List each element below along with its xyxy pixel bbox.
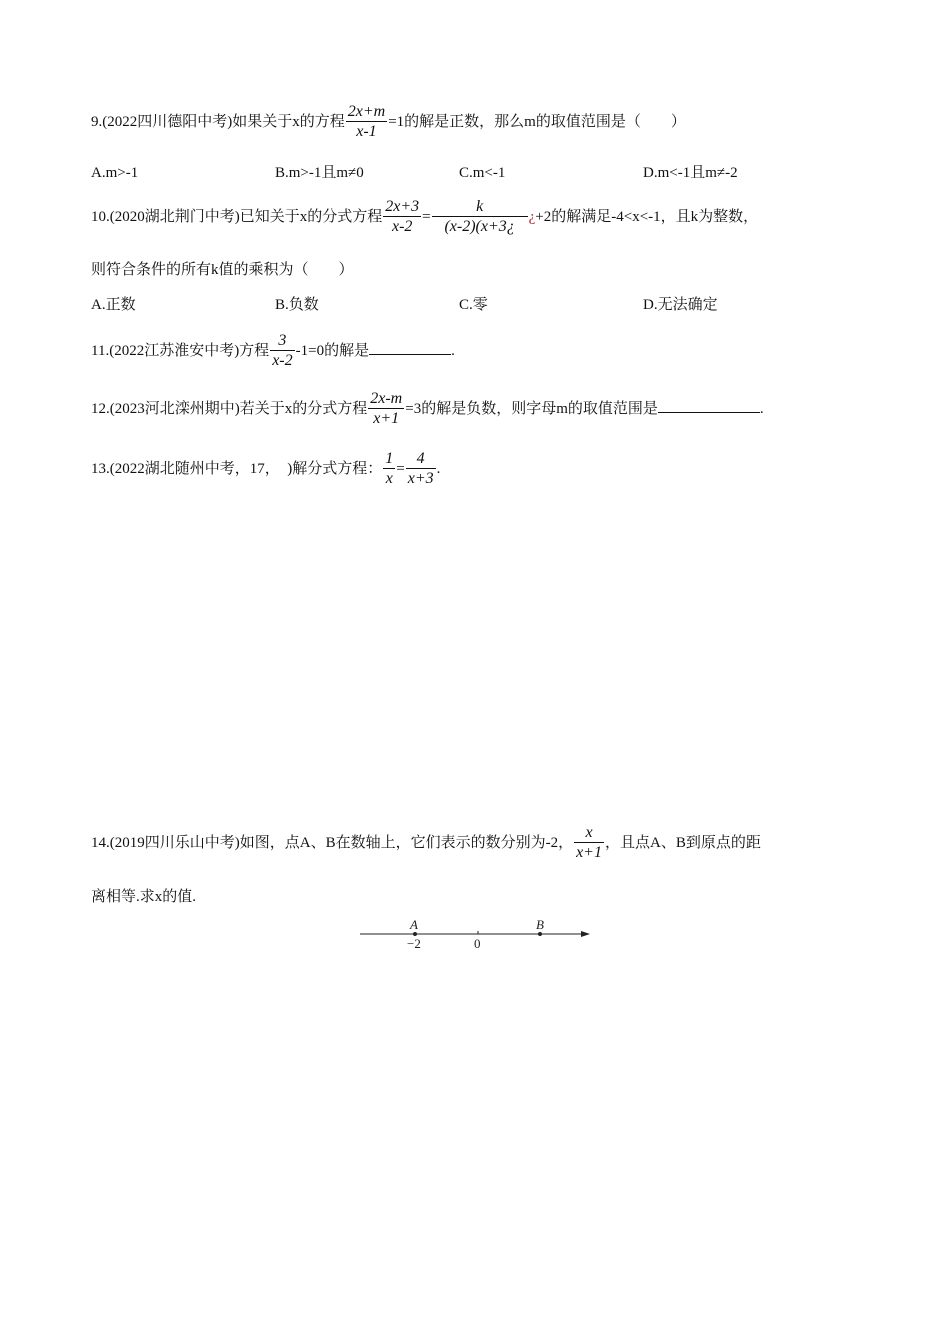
question-11-prefix: 11.(2022江苏淮安中考)方程 [91, 342, 270, 359]
question-11 [91, 332, 455, 371]
fraction-numerator: x [574, 823, 604, 843]
period: . [451, 342, 455, 359]
question-9 [91, 103, 686, 142]
q9-option-d: D.m<-1且m≠-2 [643, 165, 738, 181]
equals-sign: = [396, 460, 405, 477]
answer-blank [369, 340, 451, 355]
fraction-denominator: x+1 [576, 844, 602, 861]
question-9-fraction [346, 102, 387, 141]
question-10 [91, 198, 758, 237]
fraction-denominator: x-2 [272, 352, 293, 369]
point-b [538, 932, 542, 936]
period: . [436, 460, 441, 477]
fraction-numerator: 2x+3 [385, 198, 420, 215]
question-14-suffix: ，且点A、B到原点的距 [604, 834, 761, 851]
question-14-fraction [574, 823, 604, 862]
fraction-numerator: 2x-m [370, 390, 403, 407]
q9-option-a: A.m>-1 [91, 165, 139, 181]
question-13 [91, 450, 440, 489]
question-14-prefix: 14.(2019四川乐山中考)如图，点A、B在数轴上，它们表示的数分别为-2， [91, 834, 574, 851]
question-10-line-2: 则符合条件的所有k值的乘积为（ ） [91, 262, 354, 278]
question-12-prefix: 12.(2023河北滦州期中)若关于x的分式方程 [91, 400, 368, 417]
garbled-character: ¿ [528, 208, 536, 225]
fraction-numerator: k [432, 197, 528, 217]
label-b: B [536, 917, 544, 932]
q10-option-d: D.无法确定 [643, 297, 718, 313]
fraction-numerator: 3 [270, 331, 294, 351]
q9-option-c: C.m<-1 [459, 165, 506, 181]
tick-label-minus-2: −2 [407, 936, 421, 951]
label-a: A [410, 917, 418, 932]
period: . [759, 400, 764, 417]
question-13-prefix: 13.(2022湖北随州中考，17， )解分式方程： [91, 460, 383, 477]
question-9-prefix: 9.(2022四川德阳中考)如果关于x的方程 [91, 113, 345, 130]
fraction-numerator: 4 [406, 449, 436, 469]
fraction-denominator: x [385, 470, 393, 487]
fraction-numerator: 2x+m [347, 103, 386, 120]
fraction-denominator: (x-2)(x+3¿ [444, 218, 515, 235]
tick-label-zero: 0 [474, 936, 481, 951]
equals-sign: = [422, 208, 431, 225]
question-14-line-2: 离相等.求x的值. [91, 889, 197, 905]
fraction-denominator: x+1 [373, 410, 400, 427]
question-12 [91, 390, 764, 429]
q9-option-b: B.m>-1且m≠0 [275, 165, 364, 181]
question-10-suffix: +2的解满足-4<x<-1，且k为整数， [535, 208, 759, 225]
q10-option-a: A.正数 [91, 297, 136, 313]
question-13-fraction-1 [383, 449, 395, 488]
question-12-suffix: =3的解是负数，则字母m的取值范围是 [405, 400, 658, 417]
question-12-fraction [368, 389, 404, 428]
q10-option-b: B.负数 [275, 297, 319, 313]
fraction-denominator: x-1 [356, 123, 377, 140]
answer-blank [658, 398, 760, 413]
arrow-head-icon [581, 931, 590, 937]
question-10-fraction-1 [383, 197, 421, 236]
question-13-fraction-2 [406, 449, 436, 488]
question-10-prefix: 10.(2020湖北荆门中考)已知关于x的分式方程 [91, 208, 383, 225]
fraction-numerator: 1 [385, 450, 394, 467]
question-14 [91, 824, 761, 863]
q10-option-c: C.零 [459, 297, 488, 313]
question-11-suffix: -1=0的解是 [295, 342, 370, 359]
fraction-denominator: x-2 [391, 218, 413, 235]
question-10-fraction-2 [432, 197, 528, 236]
question-11-fraction [270, 331, 294, 370]
fraction-denominator: x+3 [407, 470, 434, 487]
number-line-figure [358, 912, 598, 959]
question-9-suffix: =1的解是正数，那么m的取值范围是（ ） [388, 113, 686, 130]
number-line-svg [358, 912, 598, 954]
